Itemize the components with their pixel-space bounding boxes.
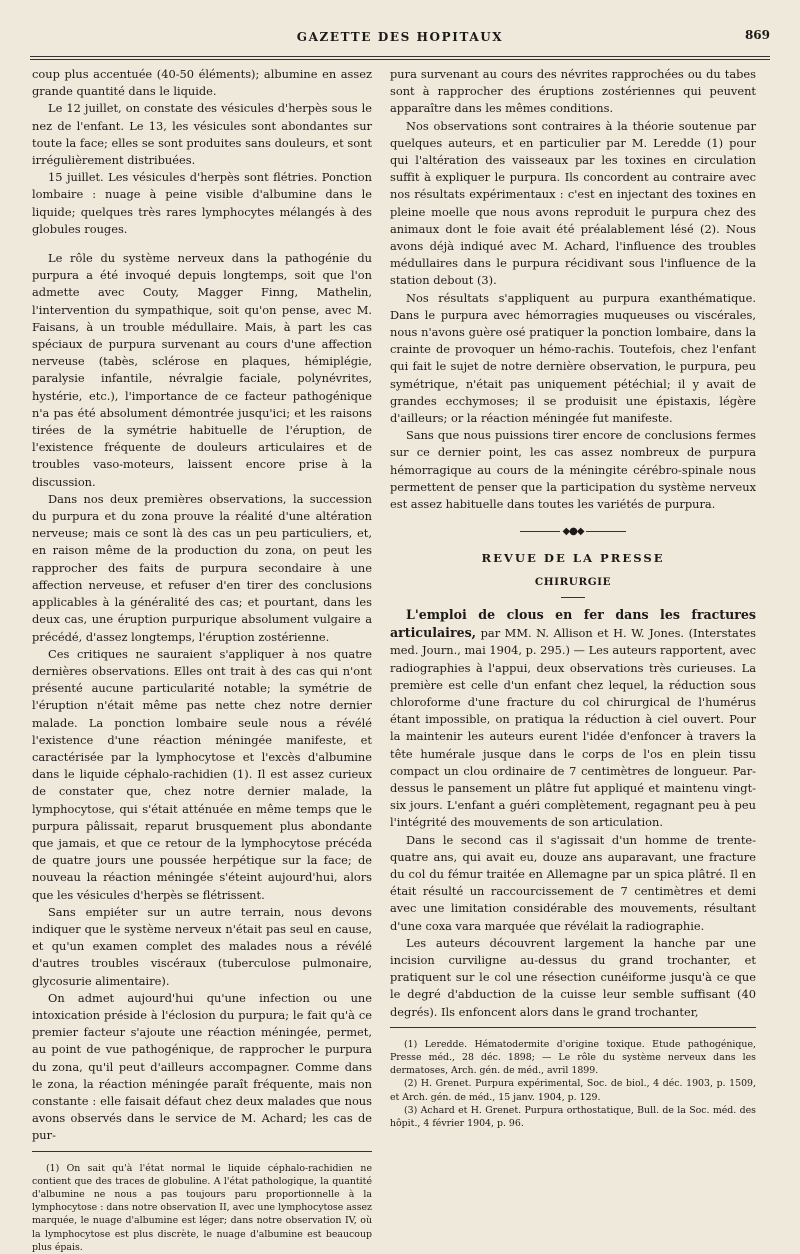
article-paragraph (390, 606, 756, 832)
running-title: GAZETTE DES HOPITAUX (296, 30, 504, 44)
ornament-divider: ◆●◆ (390, 523, 756, 540)
paragraph: 15 juillet. Les vésicules d'herpès sont flétries. Ponction lombaire : nuage à peine visible d'albumine dans le liquide; quelques très rares lymphocytes mélangés à des globules rouges. (32, 170, 372, 236)
footnote: (1) Leredde. Hématodermite d'origine toxique. Etude pathogénique, Presse méd., 28 déc. 1898; — Le rôle du système nerveux dans les dermatoses, Arch. gén. de méd., avril 1899. (390, 1038, 756, 1077)
paragraph: pura survenant au cours des névrites rapprochées ou du tabes sont à rapprocher des éruptions zostériennes qui peuvent apparaître dans les mêmes conditions. (390, 67, 756, 116)
paragraph: Ces critiques ne sauraient s'appliquer à nos quatre dernières observations. Elles ont trait à des cas qui n'ont présenté aucune particularité notable; la symétrie de l'éruption n'était même pas nette chez notre dernier malade. La ponction lombaire seule nous a révélé l'existence d'une réaction méningée manifeste, et caractérisée par la lymphocytose et l'excès d'albumine dans le liquide céphalo-rachidien (1). Il est assez curieux de constater que, chez notre dernier malade, la lymphocytose, qui s'était atténuée en même temps que le purpura pâlissait, reparut brusquement plus abondante que jamais, et que ce retour de la lymphocytose précéda de quatre jours une poussée herpétique sur la face; de nouveau la réaction méningée s'éteint aujourd'hui, alors que les vésicules d'herpès se flétrissent. (32, 646, 372, 902)
article-title: L'emploi de clous en fer dans les fractures articulaires, (390, 606, 756, 641)
footnote-rule (32, 1151, 372, 1152)
paragraph: Le 12 juillet, on constate des vésicules d'herpès sous le nez de l'enfant. Le 13, les vésicules sont abondantes sur toute la face; elles se sont produites sans douleurs, et sont irrégulièrement distribuées. (32, 101, 372, 168)
paragraph: On admet aujourd'hui qu'une infection ou une intoxication préside à l'éclosion du purpura; le fait qu'à ce premier facteur s'ajoute une réaction méningée, permet, au point de vue pathogénique, de rapprocher le purpura du zona, qu'il peut d'ailleurs accompagner. Comme dans le zona, la réaction méningée paraît fréquente, mais non constante : elle faisait défaut chez deux malades que nous avons observés dans le service de M. Achard; les cas de pur- (32, 990, 372, 1143)
header-rule (30, 56, 770, 60)
left-column (32, 66, 372, 1254)
footnote: (3) Achard et H. Grenet. Purpura orthostatique, Bull. de la Soc. méd. des hôpit., 4 février 1904, p. 96. (390, 1104, 756, 1129)
subsection-title: CHIRURGIE (534, 575, 612, 588)
footnote: (2) H. Grenet. Purpura expérimental, Soc. de biol., 4 déc. 1903, p. 1509, et Arch. gén. de méd., 15 janv. 1904, p. 129. (390, 1078, 756, 1103)
right-column (390, 66, 756, 1130)
paragraph: Nos observations sont contraires à la théorie soutenue par quelques auteurs, et en particulier par M. Leredde (1) pour qui l'altération des vaisseaux par les toxines en circulation suffit à expliquer le purpura. Ils concordent au contraire avec nos résultats expérimentaux : c'est en injectant des toxines en pleine moelle que nous avons reproduit le purpura chez des animaux dont le foie avait été préalablement lésé (2). Nous avons déjà indiqué avec M. Achard, l'influence des troubles médullaires dans le purpura récidivant sous l'influence de la station debout (3). (390, 118, 756, 288)
title-rule (561, 597, 585, 598)
section-title: REVUE DE LA PRESSE (481, 551, 665, 566)
paragraph: coup plus accentuée (40-50 éléments); albumine en assez grande quantité dans le liquide. (32, 67, 372, 99)
paragraph: Dans le second cas il s'agissait d'un homme de trente-quatre ans, qui avait eu, douze ans auparavant, une fracture du col du fémur traitée en Allemagne par un spica plâtré. Il en était résulté un raccourcissement de 7 centimètres et demi avec une limitation considérable des mouvements, résultant d'une coxa vara marquée que révélait la radiographie. (390, 832, 756, 933)
footnotes (32, 1162, 372, 1254)
paragraph: Le rôle du système nerveux dans la pathogénie du purpura a été invoqué depuis longtemps, soit que l'on admette avec Couty, Magger Finng, Mathelin, l'intervention du sympathique, soit qu'on pense, avec M. Faisans, à un trouble médullaire. Mais, à part les cas spéciaux de purpura survenant au cours d'une affection nerveuse (tabès, sclérose en plaques, hémiplégie, paralysie infantile, névralgie faciale, polynévrites, hystérie, etc.), l'importance de ce facteur pathogénique n'a pas été absolument démontrée jusqu'ici; et les raisons tirées de la symétrie habituelle de l'éruption, de l'existence fréquente de douleurs articulaires et de troubles vaso-moteurs, laissent encore prise à la discussion. (32, 251, 372, 489)
footnote: (1) On sait qu'à l'état normal le liquide céphalo-rachidien ne contient que des traces de globuline. A l'état pathologique, la quantité d'albumine ne nous a pas toujours paru proportionnelle à la lymphocytose : dans notre observation II, avec une lymphocytose assez marquée, le nuage d'albumine est léger; dans notre observation IV, où la lymphocytose est plus discrète, le nuage d'albumine est beaucoup plus épais. (32, 1162, 372, 1253)
footnotes (390, 1038, 756, 1130)
article-body: par MM. N. Allison et H. W. Jones. (Interstates med. Journ., mai 1904, p. 295.) — Les auteurs rapportent, avec radiographies à l'appui, deux observations très curieuses. La première est celle d'un enfant chez lequel, la réduction sous chloroforme d'une fracture du col chirurgical de l'humérus étant impossible, on pratiqua la réduction à ciel ouvert. Pour la maintenir les auteurs eurent l'idée d'enfoncer à travers la tête humérale jusque dans le corps de l'os en plein tissu compact un clou ordinaire de 7 centimètres de longueur. Par-dessus le pansement un plâtre fut appliqué et maintenu vingt-six jours. L'enfant a guéri complètement, regagnant peu à peu l'intégrité des mouvements de son articulation. (390, 626, 756, 830)
paragraph: Sans empiéter sur un autre terrain, nous devons indiquer que le système nerveux n'était pas seul en cause, et qu'un examen complet des malades nous a révélé d'autres troubles viscéraux (tuberculose pulmonaire, glycosurie alimentaire). (32, 904, 372, 988)
page-header (30, 30, 770, 52)
paragraph: Dans nos deux premières observations, la succession du purpura et du zona prouve la réalité d'une altération nerveuse; mais ce sont là des cas un peu particuliers, et, en raison même de la production du zona, on peut les rapprocher des faits de purpura secondaire à une affection nerveuse, et refuser d'en tirer des conclusions applicables à la généralité des cas; et pourtant, dans les deux cas, une éruption purpurique absolument vulgaire a précédé, d'assez longtemps, l'éruption zostérienne. (32, 491, 372, 644)
footnote-rule (390, 1027, 756, 1028)
paragraph: Les auteurs découvrent largement la hanche par une incision curviligne au-dessus du grand trochanter, et pratiquent sur le col une résection cunéiforme jusqu'à ce que le degré d'abduction de la cuisse leur semble suffisant (40 degrés). Ils enfoncent alors dans le grand trochanter, (390, 935, 756, 1019)
paragraph: Nos résultats s'appliquent au purpura exanthématique. Dans le purpura avec hémorragies muqueuses ou viscérales, nous n'avons guère osé pratiquer la ponction lombaire, dans la crainte de provoquer un hémo-rachis. Toutefois, chez l'enfant qui fait le sujet de notre dernière observation, le purpura, peu symétrique, n'était pas uniquement pétéchial; il y avait de grandes ecchymoses; il se produisit une épistaxis, légère d'ailleurs; or la réaction méningée fut manifeste. (390, 290, 756, 426)
page-number: 869 (744, 28, 770, 42)
paragraph: Sans que nous puissions tirer encore de conclusions fermes sur ce dernier point, les cas assez nombreux de purpura hémorragique au cours de la méningite cérébro-spinale nous permettent de penser que la participation du système nerveux est assez habituelle dans toutes les variétés de purpura. (390, 428, 756, 512)
